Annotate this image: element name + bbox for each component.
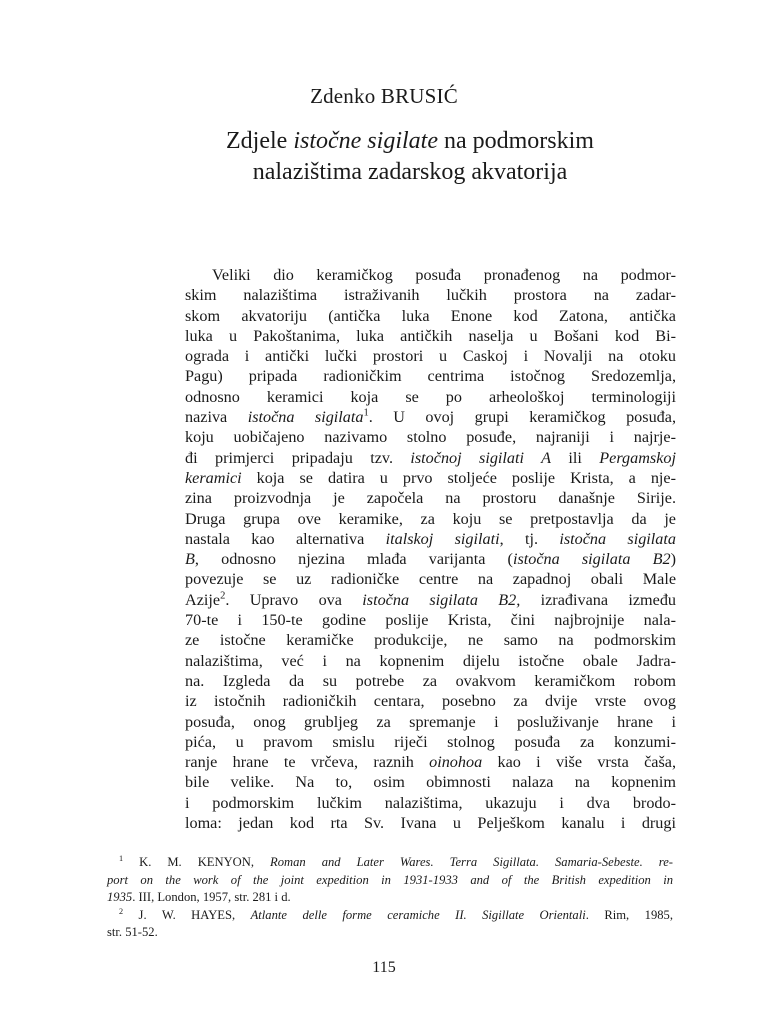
text-line: ograda i antički lučki prostori u Caskoj i Novalji na otoku: [185, 347, 676, 366]
text-line: koju uobičajeno nazivamo stolno posuđe, najraniji i najrje-: [185, 428, 676, 447]
text-line: skom akvatoriju (antička luka Enone kod Zatona, antička: [185, 306, 676, 325]
text-line: Azije$^2$. Upravo ova istočna sigilata B2, izrađivana između: [185, 590, 677, 609]
text-line: B, odnosno njezina mlađa varijanta (istočna sigilata B2): [185, 550, 676, 569]
title-text: na podmorskim: [437, 128, 594, 154]
text-line: nastala kao alternativa italskoj sigilati, tj. istočna sigilata: [185, 529, 676, 548]
page-number: 115: [372, 959, 396, 976]
text-line: Pagu) pripada radioničkim centrima istočnog Sredozemlja,: [185, 367, 676, 386]
footnote-ref-1[interactable]: 1: [363, 407, 369, 419]
text-line: loma: jedan kod rta Sv. Ivana u Pelješkom kanalu i drugi: [185, 814, 676, 833]
text-line: bile velike. Na to, osim obimnosti nalaza na kopnenim: [185, 773, 676, 792]
footnote-1-line: 1935. III, London, 1957, str. 281 i d.: [107, 890, 291, 905]
text-line: Veliki dio keramičkog posuđa pronađenog na podmor-: [212, 266, 676, 284]
text-line: na. Izgleda da su potrebe za ovakvom keramičkom robom: [185, 671, 676, 690]
footnote-2-line: $^2$ J. W. HAYES, Atlante delle forme ceramiche II. Sigillate Orientali. Rim, 1985,: [119, 906, 673, 922]
article-title: [0, 126, 768, 188]
text-line: đi primjerci pripadaju tzv. istočnoj sigilati A ili Pergamskoj: [185, 448, 676, 467]
footnote-2-line: str. 51-52.: [107, 925, 158, 940]
text-line: naziva istočna sigilata$^1$. U ovoj grupi keramičkog posuđa,: [185, 407, 676, 427]
title-italic-text: istočne sigilate: [293, 128, 438, 154]
body-paragraph: [185, 265, 676, 833]
footnote-number: 2: [119, 906, 124, 916]
text-line: i podmorskim lučkim nalazištima, ukazuju i dva brodo-: [185, 793, 676, 812]
footnotes: [107, 854, 673, 942]
text-line: povezuje se uz radioničke centre na zapadnoj obali Male: [185, 570, 676, 589]
text-line: ze istočne keramičke produkcije, ne samo na podmorskim: [185, 631, 676, 650]
footnote-1-line: port on the work of the joint expedition in 1931-1933 and of the British expedition in: [107, 872, 673, 887]
text-line: ranje hrane te vrčeva, raznih oinohoa kao i više vrsta čaša,: [185, 753, 677, 772]
text-line: iz istočnih radioničkih centara, posebno za dvije vrste ovog: [185, 692, 676, 711]
title-text: Zdjele: [226, 128, 294, 154]
text-line: keramici koja se datira u prvo stoljeće poslije Krista, a nje-: [185, 468, 676, 487]
text-line: pića, u pravom smislu riječi stolnog posuđa za konzumi-: [185, 732, 676, 751]
author-name: Zdenko BRUSIĆ: [310, 84, 458, 108]
footnote-ref-2[interactable]: 2: [220, 590, 226, 602]
text-line: Druga grupa ove keramike, za koju se pretpostavlja da je: [185, 509, 676, 528]
footnote-1-line: $^1$ K. M. KENYON, Roman and Later Wares. Terra Sigillata. Samaria-Sebeste. re-: [119, 853, 673, 869]
text-line: luka u Pakoštanima, luka antičkih naselja u Bošani kod Bi-: [185, 326, 676, 345]
text-line: 70-te i 150-te godine poslije Krista, čini najbrojnije nala-: [185, 611, 676, 630]
text-line: odnosno keramici koja se po arheološkoj terminologiji: [185, 387, 676, 406]
text-line: posuđa, onog grubljeg za spremanje i posluživanje hrane i: [185, 712, 676, 731]
text-line: nalazištima, već i na kopnenim dijelu istočne obale Jadra-: [185, 651, 676, 670]
title-line-1: [0, 126, 768, 157]
text-line: zina proizvodnja je započela na prostoru današnje Sirije.: [185, 489, 676, 508]
footnote-number: 1: [119, 853, 124, 863]
text-line: skim nalazištima istraživanih lučkih prostora na zadar-: [185, 286, 676, 305]
title-line-2: nalazištima zadarskog akvatorija: [252, 159, 568, 185]
